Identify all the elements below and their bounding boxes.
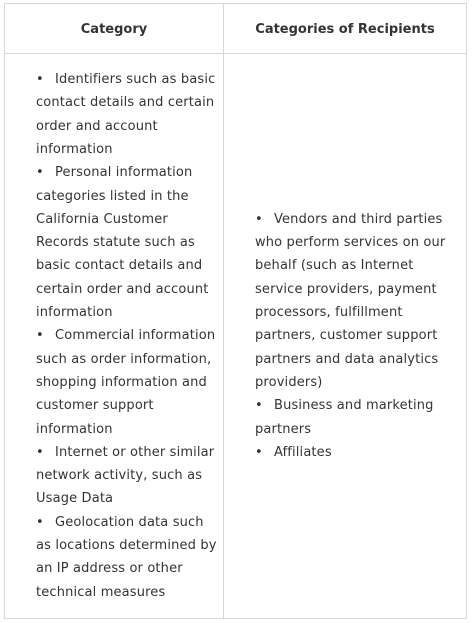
bullet-icon: • bbox=[36, 444, 44, 460]
list-item-text: Personal information categories listed in the California Customer Records statute such as basic contact details and certain order and account information bbox=[36, 165, 209, 321]
list-item bbox=[36, 511, 217, 604]
bullet-icon: • bbox=[255, 444, 263, 460]
bullet-icon: • bbox=[36, 165, 44, 181]
bullet-icon: • bbox=[255, 398, 263, 414]
list-item bbox=[255, 208, 462, 394]
list-item bbox=[36, 161, 217, 324]
list-item bbox=[36, 68, 217, 161]
list-item-text: Commercial information such as order information, shopping information and customer support information bbox=[36, 328, 216, 437]
bullet-icon: • bbox=[36, 72, 44, 88]
column-header-category: Category bbox=[80, 21, 148, 37]
category-list bbox=[36, 68, 217, 604]
bullet-icon: • bbox=[36, 514, 44, 530]
list-item-text: Identifiers such as basic contact details and certain order and account information bbox=[36, 72, 216, 157]
list-item bbox=[36, 441, 217, 511]
recipients-cell bbox=[224, 54, 466, 618]
list-item-text: Geolocation data such as locations determined by an IP address or other technical measures bbox=[36, 514, 217, 600]
category-cell bbox=[5, 54, 223, 618]
list-item-text: Internet or other similar network activity, such as Usage Data bbox=[36, 444, 215, 507]
bullet-icon: • bbox=[255, 211, 263, 227]
recipients-list bbox=[255, 208, 462, 464]
column-header-recipients: Categories of Recipients bbox=[255, 21, 435, 37]
list-item bbox=[36, 324, 217, 440]
list-item bbox=[255, 394, 462, 441]
list-item-text: Affiliates bbox=[274, 444, 332, 460]
bullet-icon: • bbox=[36, 328, 44, 344]
table-header-row bbox=[5, 4, 466, 54]
list-item-text: Vendors and third parties who perform services on our behalf (such as Internet service providers, payment processors, fulfillment partners, customer support partners and data analytics providers) bbox=[255, 211, 446, 390]
list-item bbox=[255, 441, 462, 464]
data-sharing-table bbox=[4, 3, 467, 619]
list-item-text: Business and marketing partners bbox=[255, 398, 434, 437]
